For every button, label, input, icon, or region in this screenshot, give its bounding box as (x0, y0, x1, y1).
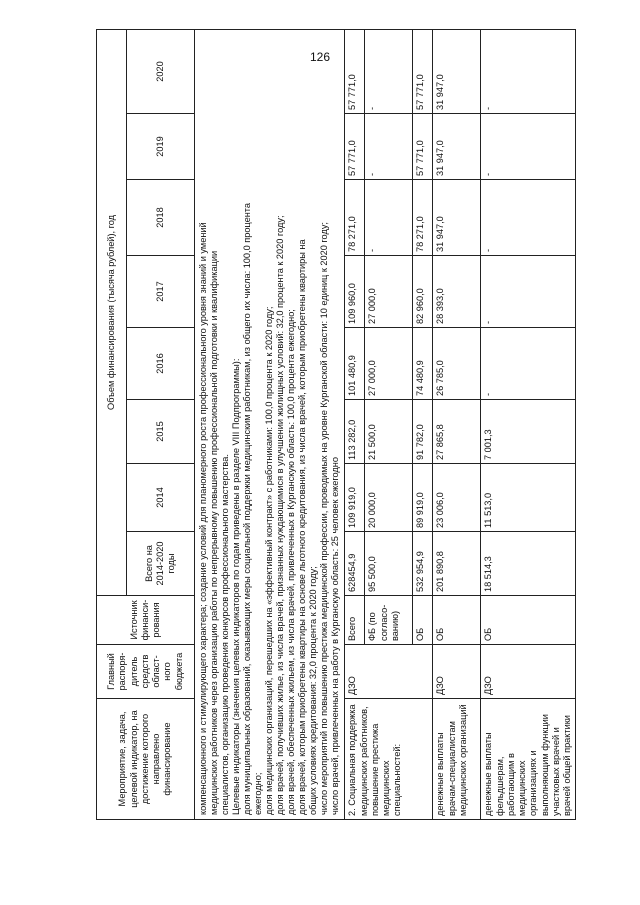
indicators-merged-cell (195, 29, 345, 819)
merged-line: число врачей, привлеченных на работу в Курганскую область: 25 человек ежегодно (330, 457, 341, 815)
year-cell: 113 282,0 (345, 400, 365, 464)
year-cell: 57 771,0 (345, 29, 365, 113)
year-cell: 27 000,0 (365, 256, 413, 328)
table-row-activity: 2. Социальная поддержка медицинских работников, повышение престижа медицинских специальностей: (345, 699, 433, 820)
year-cell: 57 771,0 (413, 29, 433, 113)
year-cell: 20 000,0 (365, 464, 413, 532)
year-cell: 74 480,9 (413, 328, 433, 400)
year-cell: - (481, 114, 576, 180)
year-cell: 26 785,0 (433, 328, 481, 400)
header-year-2016: 2016 (127, 328, 195, 400)
year-cell: 28 393,0 (433, 256, 481, 328)
year-cell: 89 919,0 (413, 464, 433, 532)
year-cell: - (481, 29, 576, 113)
header-year-2020: 2020 (127, 29, 195, 113)
header-total: Всего на 2014-2020 годы (127, 532, 195, 596)
merged-line: доля врачей, обеспеченных жильем, из числа врачей, привлеченных в Курганскую область: 100,0 процента ежегодно; (286, 309, 297, 815)
merged-line: ежегодно; (253, 772, 264, 815)
year-cell: 78 271,0 (345, 180, 365, 256)
header-amount-group: Объем финансирования (тысяча рублей), год (97, 29, 127, 595)
year-cell: 31 947,0 (433, 114, 481, 180)
table-row-activity: денежные выплаты врачам-специалистам медицинских организаций (433, 699, 481, 820)
merged-line: доля врачей, получивших жилье, из числа врачей, признанных нуждающимися в улучшении жилищных условий: 32,0 процента к 2020 году; (275, 215, 286, 815)
table-row-manager: ДЗО (433, 645, 481, 699)
source-cell: ОБ (481, 596, 576, 645)
year-cell: 27 000,0 (365, 328, 413, 400)
financing-table (96, 29, 576, 820)
source-cell: Всего (345, 596, 365, 645)
header-manager: Главный распоря-дитель средств област-ного бюджета (97, 645, 195, 699)
total-cell: 532 954,9 (413, 532, 433, 596)
year-cell: 82 960,0 (413, 256, 433, 328)
year-cell: 21 500,0 (365, 400, 413, 464)
year-cell: 27 865,8 (433, 400, 481, 464)
merged-line: общих условиях кредитования: 32,0 процента к 2020 году; (308, 566, 319, 815)
merged-line: специалистов, организацию проведения конкурсов профессионального мастерства. (220, 454, 231, 815)
year-cell: 31 947,0 (433, 180, 481, 256)
year-cell: 11 513,0 (481, 464, 576, 532)
year-cell: 109 919,0 (345, 464, 365, 532)
merged-line: Целевые индикаторы (значения целевых индикаторов по годам приведены в разделе VIII Подпрограммы): (231, 358, 242, 815)
header-activity: Мероприятие, задача, целевой индикатор, на достижение которого направлено финансирование (97, 699, 195, 820)
year-cell: 78 271,0 (413, 180, 433, 256)
rotated-page-content (96, 30, 616, 820)
year-cell: 101 480,9 (345, 328, 365, 400)
merged-line: доля врачей, которым приобретены квартиры на основе льготного кредитования, из числа врачей, которым приобретены квартиры на (297, 239, 308, 815)
year-cell: 23 006,0 (433, 464, 481, 532)
merged-line: число мероприятий по повышению престижа медицинской профессии, проводимых на уровне Курганской области: 10 единиц к 2020 году; (319, 222, 330, 815)
year-cell: - (365, 29, 413, 113)
year-cell: 7 001,3 (481, 400, 576, 464)
year-cell: - (365, 114, 413, 180)
merged-line: компенсационного и стимулирующего характера; создание условий для планомерного роста профессионального уровня знаний и умений (198, 222, 208, 815)
total-cell: 95 500,0 (365, 532, 413, 596)
year-cell: 109 960,0 (345, 256, 365, 328)
year-cell: 57 771,0 (345, 114, 365, 180)
merged-line: доля муниципальных образований, оказывающих меры социальной поддержки медицинским работникам, из общего их числа: 100,0 процента (242, 203, 253, 815)
page-number: 126 (309, 50, 331, 64)
year-cell: 57 771,0 (413, 114, 433, 180)
source-cell: ФБ (по согласо-ванию) (365, 596, 413, 645)
table-row-manager: ДЗО (481, 645, 576, 699)
header-year-2019: 2019 (127, 114, 195, 180)
header-year-2018: 2018 (127, 180, 195, 256)
source-cell: ОБ (413, 596, 433, 645)
table-row-activity: денежные выплаты фельдшерам, работающим в медицинских организациях и выполняющим функции участковых врачей и врачей общей практики (481, 699, 576, 820)
year-cell: 91 782,0 (413, 400, 433, 464)
year-cell: - (481, 256, 576, 328)
year-cell: 31 947,0 (433, 29, 481, 113)
header-year-2017: 2017 (127, 256, 195, 328)
header-source: Источник финанси-рования (97, 596, 195, 645)
total-cell: 18 514,3 (481, 532, 576, 596)
table-row-manager: ДЗО (345, 645, 433, 699)
total-cell: 628454,9 (345, 532, 365, 596)
header-year-2015: 2015 (127, 400, 195, 464)
year-cell: - (365, 180, 413, 256)
total-cell: 201 890,8 (433, 532, 481, 596)
year-cell: - (481, 328, 576, 400)
header-year-2014: 2014 (127, 464, 195, 532)
year-cell: - (481, 180, 576, 256)
source-cell: ОБ (433, 596, 481, 645)
merged-line: доля медицинских организаций, перешедших на «эффективный контракт» с работниками: 100,0 процента к 2020 году; (264, 306, 275, 815)
merged-line: медицинских работников через организацию работы по непрерывному повышению профессиональной подготовки и квалификации (209, 250, 220, 815)
